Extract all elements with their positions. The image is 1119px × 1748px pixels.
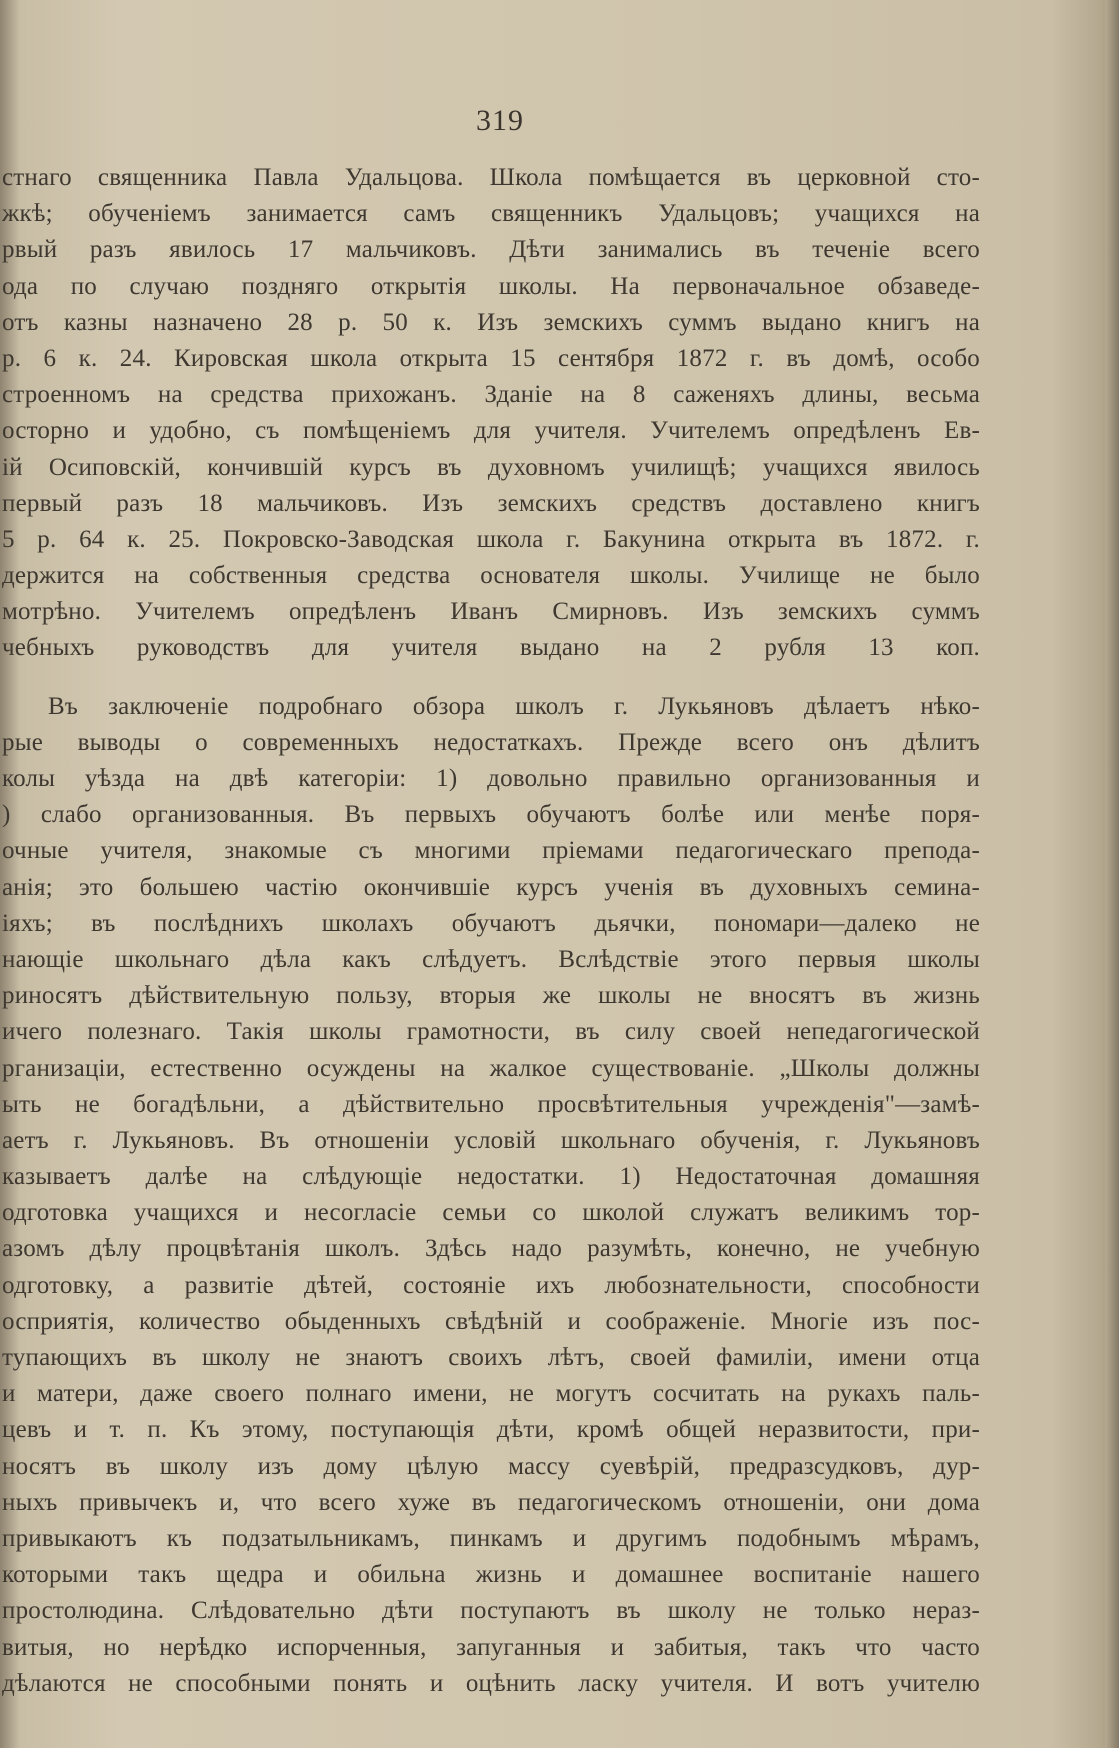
text-line: анiя; это большею частiю окончившiе курсъ ученiя въ духовныхъ семина- bbox=[2, 873, 980, 901]
text-line: рганизацiи, естественно осуждены на жалкое существованiе. „Школы должны bbox=[2, 1054, 980, 1082]
text-line: очные учителя, знакомые съ многими прiемами педагогическаго препода- bbox=[2, 837, 980, 865]
text-line: дѣлаются не способными понять и оцѣнить ласку учителя. И вотъ учителю bbox=[2, 1669, 980, 1697]
text-line: казываетъ далѣе на слѣдующiе недостатки. 1) Недостаточная домашняя bbox=[2, 1163, 980, 1191]
text-line: ) слабо организованныя. Въ первыхъ обучаютъ болѣе или менѣе поря- bbox=[2, 801, 980, 829]
text-line: колы уѣзда на двѣ категорiи: 1) довольно правильно организованныя и bbox=[2, 765, 980, 792]
text-line: iяхъ; въ послѣднихъ школахъ обучаютъ дьячки, пономари—далеко не bbox=[2, 909, 980, 937]
text-line: риносятъ дѣйствительную пользу, вторыя же школы не вносятъ въ жизнь bbox=[2, 982, 980, 1010]
text-line: iй Осиповскiй, кончившiй курсъ въ духовномъ училищѣ; учащихся явилось bbox=[2, 453, 980, 481]
text-line: отъ казны назначено 28 р. 50 к. Изъ земскихъ суммъ выдано книгъ на bbox=[2, 308, 980, 336]
text-line: которыми такъ щедра и обильна жизнь и домашнее воспитанiе нашего bbox=[2, 1561, 980, 1589]
paragraph-conclusions bbox=[2, 689, 980, 1702]
text-line: рые выводы о современныхъ недостаткахъ. Прежде всего онъ дѣлитъ bbox=[2, 728, 980, 756]
paragraph-gap bbox=[2, 667, 980, 689]
text-line: стнаго священника Павла Удальцова. Школа помѣщается въ церковной сто- bbox=[2, 164, 980, 191]
text-line: и матери, даже своего полнаго имени, не могутъ сосчитать на рукахъ паль- bbox=[2, 1380, 980, 1408]
page-number: 319 bbox=[476, 104, 524, 137]
text-line: Въ заключенiе подробнаго обзора школъ г. Лукьяновъ дѣлаетъ нѣко- bbox=[48, 692, 980, 720]
text-line: одготовка учащихся и несогласiе семьи со школой служатъ великимъ тор- bbox=[2, 1199, 980, 1227]
text-line: аетъ г. Лукьяновъ. Въ отношенiи условiй школьнаго обученiя, г. Лукьяновъ bbox=[2, 1126, 980, 1154]
text-line: мотрѣно. Учителемъ опредѣленъ Иванъ Смирновъ. Изъ земскихъ суммъ bbox=[2, 598, 980, 626]
text-line: простолюдина. Слѣдовательно дѣти поступаютъ въ школу не только нераз- bbox=[2, 1597, 980, 1625]
text-line: держится на собственныя средства основателя школы. Училище не было bbox=[2, 562, 980, 590]
text-line: тупающихъ въ школу не знаютъ своихъ лѣтъ, своей фамилiи, имени отца bbox=[2, 1344, 980, 1371]
text-line: носятъ въ школу изъ дому цѣлую массу суевѣрiй, предразсудковъ, дур- bbox=[2, 1452, 980, 1480]
text-line: цевъ и т. п. Къ этому, поступающiя дѣти, кромѣ общей неразвитости, при- bbox=[2, 1416, 980, 1444]
paragraph-school-descriptions bbox=[2, 160, 980, 667]
text-line: строенномъ на средства прихожанъ. Зданiе на 8 саженяхъ длины, весьма bbox=[2, 381, 980, 409]
text-line: р. 6 к. 24. Кировская школа открыта 15 сентября 1872 г. въ домѣ, особо bbox=[2, 344, 980, 372]
text-line: ода по случаю поздняго открытiя школы. На первоначальное обзаведе- bbox=[2, 272, 980, 300]
page-edge-shadow bbox=[1105, 0, 1119, 1748]
text-line: одготовку, а развитiе дѣтей, состоянiе ихъ любознательности, способности bbox=[2, 1271, 980, 1299]
text-line: ныхъ привычекъ и, что всего хуже въ педагогическомъ отношенiи, они дома bbox=[2, 1488, 980, 1516]
text-line: ичего полезнаго. Такiя школы грамотности, въ силу своей непедагогической bbox=[2, 1018, 980, 1046]
text-line: витыя, но нерѣдко испорченныя, запуганныя и забитыя, такъ что часто bbox=[2, 1633, 980, 1661]
text-line: рвый разъ явилось 17 мальчиковъ. Дѣти занимались въ теченiе всего bbox=[2, 236, 980, 264]
text-line: чебныхъ руководствъ для учителя выдано на 2 рубля 13 коп. bbox=[2, 634, 980, 662]
text-line: ыть не богадѣльни, а дѣйствительно просвѣтительныя учрежденiя"—замѣ- bbox=[2, 1090, 980, 1118]
text-line: осприятiя, количество обыденныхъ свѣдѣнiй и соображенiе. Многiе изъ пос- bbox=[2, 1307, 980, 1335]
text-line: первый разъ 18 мальчиковъ. Изъ земскихъ средствъ доставлено книгъ bbox=[2, 489, 980, 517]
page-body bbox=[2, 160, 980, 1702]
text-line: нающiе школьнаго дѣла какъ слѣдуетъ. Вслѣдствiе этого первыя школы bbox=[2, 945, 980, 973]
text-line: 5 р. 64 к. 25. Покровско-Заводская школа г. Бакунина открыта въ 1872. г. bbox=[2, 525, 980, 553]
text-line: осторно и удобно, съ помѣщенiемъ для учителя. Учителемъ опредѣленъ Ев- bbox=[2, 417, 980, 445]
text-line: привыкаютъ къ подзатыльникамъ, пинкамъ и другимъ подобнымъ мѣрамъ, bbox=[2, 1524, 980, 1552]
text-line: азомъ дѣлу процвѣтанiя школъ. Здѣсь надо разумѣть, конечно, не учебную bbox=[2, 1235, 980, 1263]
text-line: жкѣ; обученiемъ занимается самъ священникъ Удальцовъ; учащихся на bbox=[2, 200, 980, 228]
